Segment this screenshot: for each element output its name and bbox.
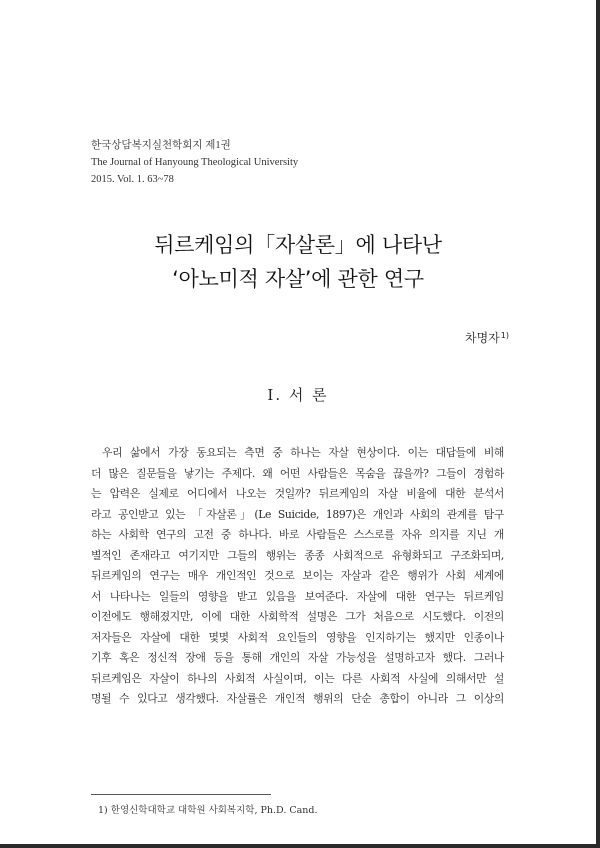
body-line: 더 많은 질문들을 낳기는 주제다. 왜 어떤 사람들은 목숨을 끊을까? 그들이 경험하 [91,466,504,480]
page-edge-right [596,0,600,848]
footnote: 1) 한영신학대학교 대학원 사회복지학, Ph.D. Cand. [98,805,318,816]
journal-issue: 2015. Vol. 1. 63~78 [91,174,174,185]
paper-title-line-1: 뒤르케임의「자살론」에 나타난 [154,233,442,257]
journal-korean-title: 한국상담복지실천학회지 제1권 [91,140,231,151]
body-line: 저자들은 자살에 대한 몇몇 사회적 요인들의 영향을 인지하기는 했지만 인종이나 [91,630,504,644]
body-line: 는 압력은 실제로 어디에서 나오는 것일까? 뒤르케임의 자살 비율에 대한 분석서 [91,487,504,500]
author-name: 차명자 [465,331,500,345]
author-footnote-mark: 1) [500,331,509,340]
body-line: 명될 수 있다고 생각했다. 자살률은 개인적 행위의 단순 총합이 아니라 그 이상의 [91,692,504,705]
body-line: 뒤르케임의 연구는 매우 개인적인 것으로 보이는 자살과 같은 행위가 사회 세계에 [91,569,504,582]
body-line: 라고 공인받고 있는 「자살론」(Le Suicide, 1897)은 개인과 사회의 관계를 탐구 [91,507,504,521]
journal-header [91,137,298,188]
author [465,329,509,346]
paper-title [0,228,596,296]
body-line: 하는 사회학 연구의 고전 중 하나다. 바로 사람들은 스스로를 자유 의지를 지닌 개 [91,528,504,541]
section-heading: Ⅰ. 서 론 [267,386,329,404]
journal-english-title: The Journal of Hanyoung Theological University [91,157,299,168]
footnote-divider [91,794,271,795]
paper-title-line-2: ‘아노미적 자살’에 관한 연구 [172,267,424,291]
body-paragraph [91,443,504,710]
page-edge-bottom [0,844,600,848]
body-line: 서 나타나는 일들의 영향을 받고 있음을 보여준다. 자살에 대한 연구는 뒤르케임 [91,589,504,603]
body-line: 이전에도 행해졌지만, 이에 대한 사회학적 설명은 그가 처음으로 시도했다. 이전의 [91,610,504,623]
body-line: 기후 혹은 정신적 장애 등을 통해 개인의 자살 가능성을 설명하고자 했다. 그러나 [91,651,504,664]
body-line: 뒤르케임은 자살이 하나의 사회적 사실이며, 이는 다른 사회적 사실에 의해서만 설 [91,671,504,685]
body-line: 별적인 존재라고 여기지만 그들의 행위는 종종 사회적으로 유형화되고 구조화되며, [91,548,504,562]
body-line: 우리 삶에서 가장 동요되는 측면 중 하나는 자살 현상이다. 이는 대답들에 비해 [102,446,504,459]
